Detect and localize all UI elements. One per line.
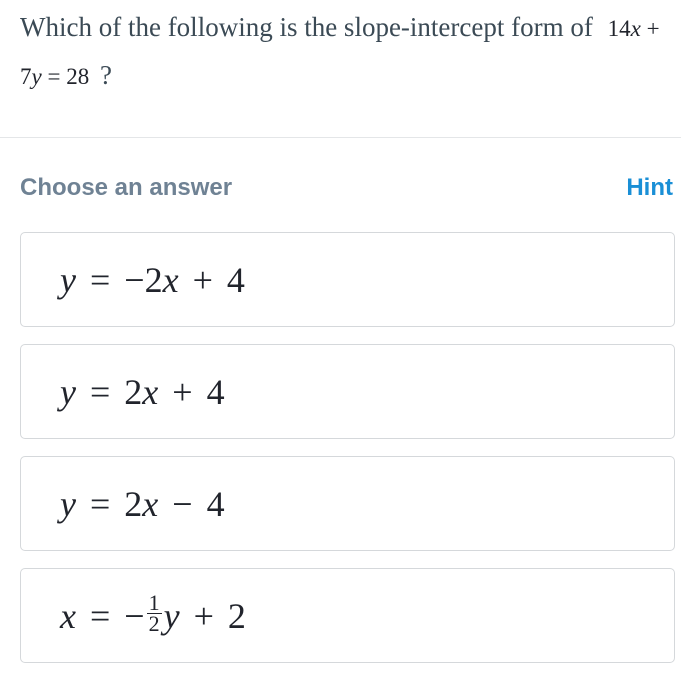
question-mark: ? [99,60,112,90]
hint-button[interactable]: Hint [626,174,673,201]
answer-choice-1[interactable] [20,232,675,327]
answer-choice-4[interactable] [20,568,675,663]
question-prompt: Which of the following is the slope-intercept form of [20,12,593,42]
answer-choices [20,232,675,680]
fraction: $\frac{1}{2}$ [148,590,160,636]
choose-answer-label: Choose an answer [20,174,233,201]
choice-1-equation: y = −2 x + 4 [60,259,245,300]
answer-choice-3[interactable] [20,456,675,551]
question-equation: 14x + 7y = 28 [20,16,660,89]
choice-4-equation: x = − $\frac{1}{2}$ y + 2 [60,590,246,636]
choice-3-equation: y = 2 x − 4 [60,483,225,524]
choice-2-equation: y = 2 x + 4 [60,371,225,412]
question-text [20,4,670,100]
answer-choice-2[interactable] [20,344,675,439]
divider [0,137,681,138]
